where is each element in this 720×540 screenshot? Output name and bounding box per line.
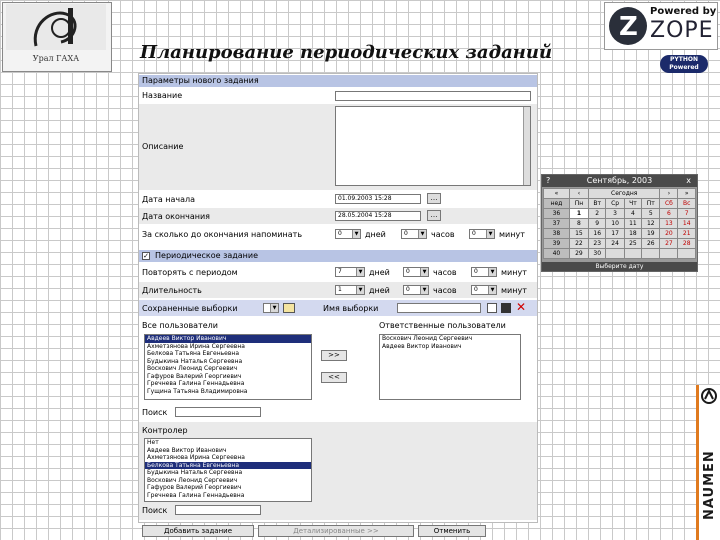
all-users-item[interactable]: Будыкина Наталья Сергеевна <box>147 357 243 365</box>
calendar-day[interactable]: 22 <box>569 239 588 249</box>
selection-name-input[interactable] <box>397 303 481 313</box>
name-input[interactable] <box>335 91 531 101</box>
repeat-hours-unit: часов <box>433 268 457 277</box>
calendar-day[interactable]: 10 <box>606 219 624 229</box>
chevron-down-icon: ▼ <box>420 286 428 294</box>
chevron-down-icon: ▼ <box>420 268 428 276</box>
calendar-day[interactable]: 26 <box>642 239 660 249</box>
reminder-minutes-value: 0 <box>472 230 476 237</box>
reminder-days-select[interactable] <box>335 229 361 239</box>
svg-text:Z: Z <box>619 12 638 42</box>
duration-minutes-select[interactable] <box>471 285 497 295</box>
calendar-day <box>606 249 624 259</box>
duration-hours-select[interactable] <box>403 285 429 295</box>
controller-item[interactable]: Нет <box>147 439 159 446</box>
calendar-weekday-header: Чт <box>624 199 642 209</box>
calendar-day[interactable]: 28 <box>678 239 696 249</box>
chevron-down-icon: ▼ <box>356 268 364 276</box>
end-date-picker-button[interactable]: … <box>427 210 441 221</box>
controller-search-label: Поиск <box>142 506 168 515</box>
duration-days-select[interactable] <box>335 285 365 295</box>
reminder-days-value: 0 <box>338 230 342 237</box>
controller-item[interactable]: Белкова Татьяна Евгеньевна <box>145 462 311 470</box>
calendar-day[interactable]: 15 <box>569 229 588 239</box>
start-date-picker-button[interactable]: … <box>427 193 441 204</box>
end-date-label: Дата окончания <box>142 212 210 221</box>
all-users-listbox[interactable] <box>144 334 312 400</box>
calendar-day[interactable]: 5 <box>642 209 660 219</box>
calendar-week-number: 36 <box>544 209 570 219</box>
calendar-weekday-header: Пн <box>569 199 588 209</box>
duration-days-value: 1 <box>338 286 342 293</box>
chevron-down-icon: ▼ <box>418 230 426 238</box>
calendar-weekday-header: Пт <box>642 199 660 209</box>
naumen-emblem-icon <box>700 387 718 405</box>
load-selection-icon[interactable] <box>283 303 295 313</box>
all-users-item[interactable]: Гречнева Галина Геннадьевна <box>147 380 245 387</box>
duration-hours-unit: часов <box>433 286 457 295</box>
users-row <box>139 318 537 410</box>
calendar-day[interactable]: 25 <box>624 239 642 249</box>
calendar-month-label: Сентябрь, 2003 <box>586 176 653 185</box>
add-task-button[interactable]: Добавить задание <box>142 525 254 537</box>
description-label: Описание <box>142 142 184 151</box>
zope-powered-text: Powered by <box>650 6 717 17</box>
calendar-day[interactable]: 27 <box>660 239 678 249</box>
calendar-weekday-header: Сб <box>660 199 678 209</box>
chevron-down-icon: ▼ <box>488 268 496 276</box>
periodic-section <box>139 250 537 262</box>
responsible-users-listbox[interactable] <box>379 334 521 400</box>
all-users-label: Все пользователи <box>142 321 218 330</box>
all-users-item[interactable]: Авдеев Виктор Иванович <box>145 335 311 343</box>
reminder-label: За сколько до окончания напоминать <box>142 230 303 239</box>
calendar-day[interactable]: 11 <box>624 219 642 229</box>
name-label: Название <box>142 91 183 100</box>
next-year-button[interactable]: » <box>678 189 696 199</box>
calendar-day[interactable]: 20 <box>660 229 678 239</box>
reminder-days-unit: дней <box>365 230 386 239</box>
reminder-hours-select[interactable] <box>401 229 427 239</box>
calendar-day[interactable]: 14 <box>678 219 696 229</box>
save-selection-icon[interactable] <box>501 303 511 313</box>
calendar-day[interactable]: 9 <box>588 219 606 229</box>
reminder-row <box>139 226 537 242</box>
repeat-days-select[interactable] <box>335 267 365 277</box>
end-date-input[interactable]: 28.05.2004 15:28 <box>335 211 421 221</box>
details-button[interactable]: Детализированные >> <box>258 525 414 537</box>
user-search-input[interactable] <box>175 407 261 417</box>
prev-month-button[interactable]: ‹ <box>569 189 588 199</box>
repeat-minutes-unit: минут <box>501 268 527 277</box>
python-powered-badge <box>660 55 708 73</box>
user-search-label: Поиск <box>142 408 168 417</box>
controller-search-input[interactable] <box>175 505 261 515</box>
all-users-item[interactable]: Гущина Татьяна Владимировна <box>147 387 248 395</box>
calendar-day[interactable]: 3 <box>606 209 624 219</box>
calendar-footer: Выберите дату <box>542 262 697 271</box>
description-textarea[interactable] <box>335 106 531 186</box>
calendar-day[interactable]: 23 <box>588 239 606 249</box>
chevron-down-icon: ▼ <box>488 286 496 294</box>
description-scrollbar[interactable] <box>523 107 530 185</box>
python-badge-line2: Powered <box>669 64 699 71</box>
responsible-users-label: Ответственные пользователи <box>379 321 506 330</box>
delete-selection-icon[interactable]: ✕ <box>516 300 527 314</box>
duration-days-unit: дней <box>369 286 390 295</box>
duration-minutes-unit: минут <box>501 286 527 295</box>
chevron-down-icon: ▼ <box>352 230 360 238</box>
reminder-minutes-select[interactable] <box>469 229 495 239</box>
help-icon[interactable]: ? <box>546 176 551 185</box>
start-date-input[interactable]: 01.09.2003 15:28 <box>335 194 421 204</box>
prev-year-button[interactable]: « <box>544 189 570 199</box>
close-icon[interactable]: x <box>686 176 691 185</box>
controller-row <box>139 422 537 520</box>
add-user-button[interactable]: >> <box>321 350 347 361</box>
calendar-weekday-header: Вс <box>678 199 696 209</box>
edit-selection-icon[interactable] <box>487 303 497 313</box>
calendar-day[interactable]: 12 <box>642 219 660 229</box>
logo-caption: Урал ГАХА <box>32 54 80 63</box>
all-users-item[interactable]: Белкова Татьяна Евгеньевна <box>147 350 240 357</box>
saved-selections-row <box>139 300 537 316</box>
chevron-down-icon: ▼ <box>356 286 364 294</box>
repeat-hours-value: 0 <box>406 268 410 275</box>
calendar-grid <box>543 188 696 259</box>
start-date-row <box>139 192 537 206</box>
repeat-days-unit: дней <box>369 268 390 277</box>
calendar-day[interactable]: 18 <box>624 229 642 239</box>
chevron-down-icon: ▼ <box>270 304 278 312</box>
description-row <box>139 104 537 190</box>
all-users-item[interactable]: Ахметзянова Ирина Сергеевна <box>147 342 245 350</box>
calendar-day <box>624 249 642 259</box>
task-form <box>138 73 538 523</box>
calendar-day[interactable]: 21 <box>678 229 696 239</box>
all-users-item[interactable]: Воскович Леонид Сергеевич <box>147 365 238 372</box>
reminder-hours-value: 0 <box>404 230 408 237</box>
controller-item[interactable]: Гафуров Валерий Георгиевич <box>147 484 242 491</box>
calendar-day[interactable]: 29 <box>569 249 588 259</box>
start-date-label: Дата начала <box>142 195 196 204</box>
next-month-button[interactable]: › <box>660 189 678 199</box>
zope-wordmark: ZOPE <box>650 18 714 43</box>
controller-item[interactable]: Будыкина Наталья Сергеевна <box>147 469 243 476</box>
calendar-day[interactable]: 6 <box>660 209 678 219</box>
chevron-down-icon: ▼ <box>486 230 494 238</box>
cancel-button[interactable]: Отменить <box>418 525 486 537</box>
calendar-day[interactable]: 30 <box>588 249 606 259</box>
controller-item[interactable]: Воскович Леонид Сергеевич <box>147 476 238 484</box>
periodic-section-label: Периодическое задание <box>155 251 259 260</box>
controller-label: Контролер <box>142 426 188 435</box>
calendar-day[interactable]: 4 <box>624 209 642 219</box>
reminder-minutes-unit: минут <box>499 230 525 239</box>
duration-minutes-value: 0 <box>474 286 478 293</box>
today-button[interactable]: Сегодня <box>588 189 659 199</box>
reminder-hours-unit: часов <box>431 230 455 239</box>
calendar-week-number: 39 <box>544 239 570 249</box>
calendar-day[interactable]: 1 <box>569 209 588 219</box>
zope-z-icon <box>608 4 648 48</box>
repeat-days-value: 7 <box>338 268 342 275</box>
duration-hours-value: 0 <box>406 286 410 293</box>
calendar-day[interactable]: 16 <box>588 229 606 239</box>
calendar-weekday-header: Ср <box>606 199 624 209</box>
calendar-day[interactable]: 17 <box>606 229 624 239</box>
calendar-week-number: 38 <box>544 229 570 239</box>
repeat-label: Повторять с периодом <box>142 268 238 277</box>
repeat-minutes-value: 0 <box>474 268 478 275</box>
calendar-week-number: 40 <box>544 249 570 259</box>
saved-selections-select[interactable] <box>263 303 279 313</box>
all-users-item[interactable]: Гафуров Валерий Георгиевич <box>147 372 242 380</box>
calendar-day[interactable]: 24 <box>606 239 624 249</box>
name-row <box>139 89 537 103</box>
calendar-day[interactable]: 8 <box>569 219 588 229</box>
page-title: Планирование периодических заданий <box>140 42 553 63</box>
repeat-row <box>139 264 537 280</box>
academy-emblem-icon <box>6 4 106 50</box>
calendar-day <box>660 249 678 259</box>
calendar-title <box>542 175 697 187</box>
duration-label: Длительность <box>142 286 202 295</box>
responsible-users-item[interactable]: Авдеев Виктор Иванович <box>382 342 462 350</box>
calendar-day <box>678 249 696 259</box>
controller-listbox[interactable] <box>144 438 312 502</box>
calendar-week-number: 37 <box>544 219 570 229</box>
controller-item[interactable]: Ахметзянова Ирина Сергеевна <box>147 454 245 461</box>
end-date-row <box>139 208 537 224</box>
calendar-day[interactable]: 13 <box>660 219 678 229</box>
calendar-day[interactable]: 19 <box>642 229 660 239</box>
python-badge-line1: PYTHON <box>670 56 698 63</box>
calendar-day <box>642 249 660 259</box>
saved-selections-label: Сохраненные выборки <box>142 304 238 313</box>
repeat-minutes-select[interactable] <box>471 267 497 277</box>
repeat-hours-select[interactable] <box>403 267 429 277</box>
section-new-task: Параметры нового задания <box>139 75 537 87</box>
user-search-row <box>139 404 537 420</box>
controller-item[interactable]: Авдеев Виктор Иванович <box>147 446 227 454</box>
calendar-day[interactable]: 2 <box>588 209 606 219</box>
calendar-weekday-header: Вт <box>588 199 606 209</box>
periodic-checkbox[interactable]: ✓ <box>143 252 149 260</box>
duration-row <box>139 282 537 298</box>
remove-user-button[interactable]: << <box>321 372 347 383</box>
responsible-users-item[interactable]: Воскович Леонид Сергеевич <box>382 335 473 342</box>
selection-name-label: Имя выборки <box>323 304 379 313</box>
calendar-day[interactable]: 7 <box>678 209 696 219</box>
naumen-wordmark: NAUMEN <box>702 450 717 520</box>
controller-item[interactable]: Гречнева Галина Геннадьевна <box>147 491 245 499</box>
calendar-weekday-header: нед <box>544 199 570 209</box>
